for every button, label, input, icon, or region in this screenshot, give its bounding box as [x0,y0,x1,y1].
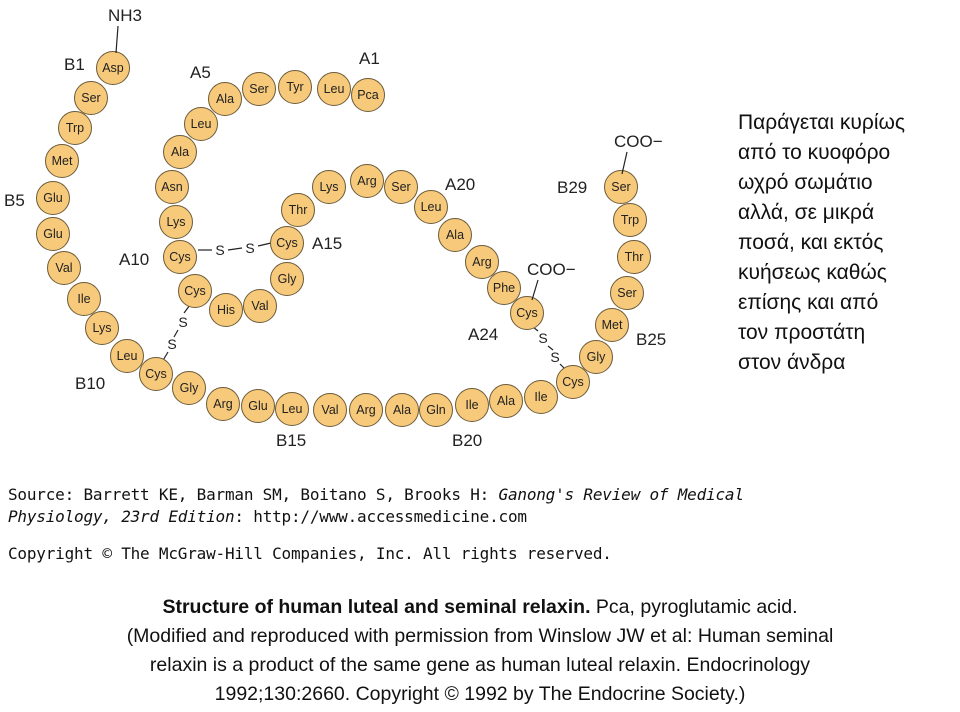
side-text-line: ωχρό σωμάτιο [738,171,873,194]
a_chain-residue-label: Phe [492,281,516,295]
b-chain-c-terminus-label: COO− [614,132,663,151]
caption-line: 1992;130:2660. Copyright © 1992 by The Endocrine Society.) [214,683,746,705]
a_chain-residue-label: Cys [516,306,538,320]
a_chain-residue-label: Pca [357,88,379,102]
a-c-terminus-bond [532,280,538,300]
a_chain-residue-label: Ser [249,82,269,96]
a_chain-residue-label: Cys [169,250,191,264]
a-chain [156,71,544,330]
source-citation [8,484,744,528]
source-url: : http://www.accessmedicine.com [234,507,527,526]
b_chain-residue-label: Ala [392,403,412,417]
b_chain-residue-label: Thr [624,250,644,264]
b_chain-residue-label: Gly [586,350,606,364]
a_chain-residue-label: Ala [170,145,190,159]
b_chain-residue-label: Cys [145,367,167,381]
b_chain-residue-label: Ile [77,292,91,306]
b_chain-residue-label: Met [601,318,623,332]
a_chain-residue-label: Lys [319,180,339,194]
position-label-a15: A15 [312,234,343,253]
a_chain-residue-label: Lys [166,215,186,229]
b_chain-residue-label: Ser [611,180,631,194]
a_chain-residue-label: Ala [445,228,465,242]
a_chain-residue-label: His [216,303,236,317]
disulfide-s-label: S [178,314,188,330]
b_chain-residue-label: Trp [620,213,640,227]
a-chain-c-terminus-label: COO− [527,260,576,279]
caption-line: (Modified and reproduced with permission from Winslow JW et al: Human seminal [126,625,834,647]
disulfide-s-label: S [550,349,560,365]
disulfide-s-label: S [215,242,225,258]
side-text-line: κυήσεως καθώς [738,261,887,284]
b_chain-residue-label: Asp [102,61,124,75]
b_chain-residue-label: Ile [465,398,479,412]
b_chain-residue-label: Arg [213,397,233,411]
a_chain-residue-label: Ala [215,92,235,106]
b-chain-n-terminus-label: NH3 [108,6,143,25]
ss-bond-line [258,243,271,246]
side-text-line: στον άνδρα [738,351,846,374]
a_chain-residue-label: Gly [277,272,297,286]
a_chain-residue-label: Val [251,299,269,313]
position-label-b25: B25 [636,330,667,349]
position-label-a5: A5 [190,63,211,82]
position-label-b5: B5 [4,191,25,210]
b_chain-residue-label: Leu [281,402,303,416]
side-text-line: αλλά, σε μικρά [738,201,875,224]
a_chain-residue-label: Leu [420,200,442,214]
side-text-line: επίσης και από [738,291,879,314]
a_chain-residue-label: Asn [161,180,183,194]
b_chain-residue-label: Gly [179,381,199,395]
b_chain-residue-label: Trp [65,121,85,135]
ss-bond-line [228,248,242,250]
b_chain-residue-label: Gln [426,403,446,417]
a_chain-residue-label: Leu [190,117,212,131]
caption-title: Structure of human luteal and seminal relaxin. [162,596,591,618]
b_chain-residue-label: Glu [43,227,63,241]
b_chain-residue-label: Arg [356,403,376,417]
b_chain-residue-label: Ser [617,286,637,300]
b_chain-residue-label: Glu [43,191,63,205]
position-label-a1: A1 [359,49,380,68]
a_chain-residue-label: Leu [323,82,345,96]
position-label-b29: B29 [557,178,588,197]
a_chain-residue-label: Cys [276,236,298,250]
disulfide-s-label: S [245,240,255,256]
source-book-title-1: Ganong's Review of Medical [498,485,744,504]
b_chain-residue-label: Met [51,154,73,168]
position-label-a20: A20 [445,175,476,194]
b_chain-residue-label: Val [321,403,339,417]
source-book-title-2: Physiology, 23rd Edition [8,507,235,526]
side-text-line: από το κυοφόρο [738,141,891,164]
position-label-a24: A24 [468,325,499,344]
position-label-a10: A10 [119,250,150,269]
a_chain-residue-label: Thr [288,203,308,217]
a_chain-residue-label: Arg [357,174,377,188]
b-chain [37,52,651,427]
b_chain-residue-label: Ile [534,390,548,404]
caption-line: relaxin is a product of the same gene as human luteal relaxin. Endocrinology [149,654,811,676]
n-terminus-bond [116,26,118,53]
a_chain-residue-label: Arg [472,255,492,269]
disulfide-s-label: S [167,336,177,352]
source-prefix: Source: Barrett KE, Barman SM, Boitano S, Brooks H: [8,485,499,504]
side-text-line: τον προστάτη [738,321,866,344]
position-label-b20: B20 [452,431,483,450]
position-label-b1: B1 [64,55,85,74]
copyright-notice: Copyright © The McGraw-Hill Companies, Inc. All rights reserved. [8,544,612,563]
b_chain-residue-label: Leu [116,349,138,363]
side-text-line: Παράγεται κυρίως [738,111,906,134]
disulfide-s-label: S [538,330,548,346]
b_chain-residue-label: Ala [496,394,516,408]
b_chain-residue-label: Glu [248,399,268,413]
caption-abbrev: Pca, pyroglutamic acid. [590,596,798,618]
position-label-b10: B10 [75,374,106,393]
position-label-b15: B15 [276,431,307,450]
b_chain-residue-label: Val [55,261,73,275]
side-description [738,108,958,378]
b_chain-residue-label: Lys [92,321,112,335]
a_chain-residue-label: Tyr [286,80,304,94]
figure-caption [0,593,960,709]
side-text-line: ποσά, και εκτός [738,231,884,254]
a_chain-residue-label: Cys [184,284,206,298]
b_chain-residue-label: Cys [562,375,584,389]
a_chain-residue-label: Ser [391,180,411,194]
b_chain-residue-label: Ser [81,91,101,105]
